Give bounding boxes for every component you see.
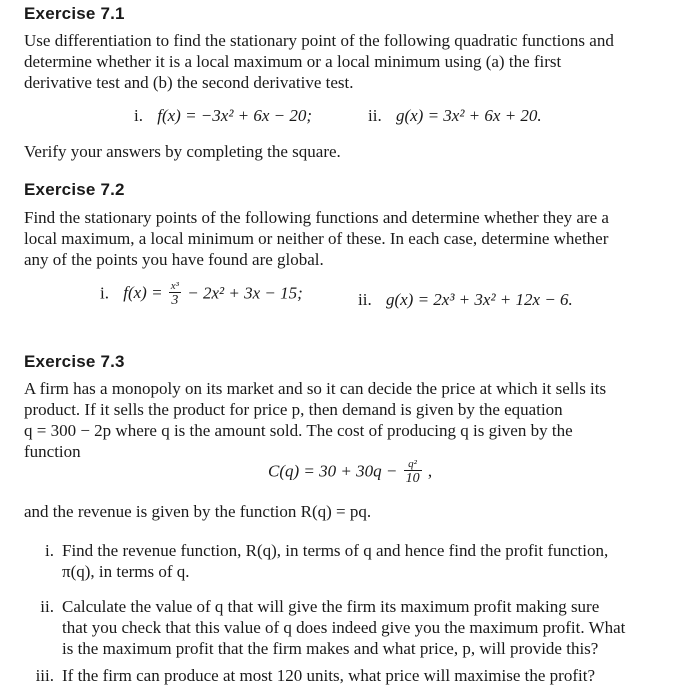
fraction-numerator: q²	[408, 458, 417, 470]
exercise-7-2-instructions	[24, 207, 669, 270]
item-label: ii.	[358, 290, 372, 309]
item-label: i.	[45, 541, 54, 560]
item-expression: g(x) = 3x² + 6x + 20.	[395, 106, 542, 125]
text-line: function	[24, 442, 81, 461]
item-rest: − 2x² + 3x − 15;	[187, 283, 303, 303]
text-line: determine whether it is a local maximum or a local minimum using (a) the first	[24, 52, 562, 71]
revenue-line: and the revenue is given by the function R(q) = pq.	[24, 502, 372, 521]
text-line: Find the stationary points of the following functions and determine whether they are a	[24, 208, 609, 227]
text-line: A firm has a monopoly on its market and so it can decide the price at which it sells its	[24, 379, 607, 398]
exercise-7-3-intro	[24, 378, 669, 462]
item-expression: f(x) = −3x² + 6x − 20;	[157, 106, 313, 125]
text-line: local maximum, a local minimum or neither of these. In each case, determine whether	[24, 229, 609, 248]
text-line: Use differentiation to find the stationary point of the following quadratic functions and	[24, 31, 614, 50]
text-line: Find the revenue function, R(q), in terms of q and hence find the profit function,	[62, 541, 609, 560]
exercise-7-1-item-ii	[368, 106, 542, 126]
item-label: iii.	[35, 666, 54, 685]
text-line: any of the points you have found are global.	[24, 250, 324, 269]
text-line: product. If it sells the product for price p, then demand is given by the equation	[24, 400, 563, 419]
item-label: ii.	[368, 106, 382, 125]
exercise-7-1-item-i	[134, 106, 312, 126]
text-line: derivative test and (b) the second derivative test.	[24, 73, 354, 92]
text-line: q = 300 − 2p where q is the amount sold. The cost of producing q is given by the	[24, 421, 573, 440]
item-lhs: f(x) =	[123, 283, 163, 303]
exercise-7-3-heading: Exercise 7.3	[24, 352, 125, 371]
text-line: If the firm can produce at most 120 units, what price will maximise the profit?	[62, 666, 595, 685]
item-expression: g(x) = 2x³ + 3x² + 12x − 6.	[385, 290, 573, 309]
item-label: i.	[134, 106, 143, 125]
text-line: that you check that this value of q does indeed give you the maximum profit. What	[62, 618, 626, 637]
cost-tail: ,	[427, 461, 433, 481]
text-line: is the maximum profit that the firm makes and what price, p, will provide this?	[62, 639, 599, 658]
exercise-7-1-verify: Verify your answers by completing the square.	[24, 142, 341, 161]
exercise-7-3-item-i	[0, 540, 690, 582]
cost-equation	[268, 458, 432, 487]
item-label: i.	[100, 283, 109, 303]
exercise-7-1-heading: Exercise 7.1	[24, 4, 125, 23]
text-line: π(q), in terms of q.	[62, 562, 190, 581]
fraction-numerator: x³	[170, 280, 179, 292]
fraction-denominator: 3	[169, 292, 181, 309]
exercise-7-2-item-ii	[358, 290, 573, 310]
exercise-7-1-instructions	[24, 30, 669, 93]
exercise-7-2-item-i	[100, 280, 303, 309]
item-label: ii.	[40, 597, 54, 616]
fraction	[404, 458, 422, 487]
exercise-7-3-item-iii	[0, 665, 690, 686]
cost-lhs: C(q) = 30 + 30q −	[268, 461, 398, 481]
fraction-denominator: 10	[405, 471, 420, 486]
exercise-7-3-item-ii	[0, 596, 690, 659]
fraction	[169, 280, 181, 309]
text-line: Calculate the value of q that will give the firm its maximum profit making sure	[62, 597, 600, 616]
exercise-7-2-heading: Exercise 7.2	[24, 180, 125, 199]
